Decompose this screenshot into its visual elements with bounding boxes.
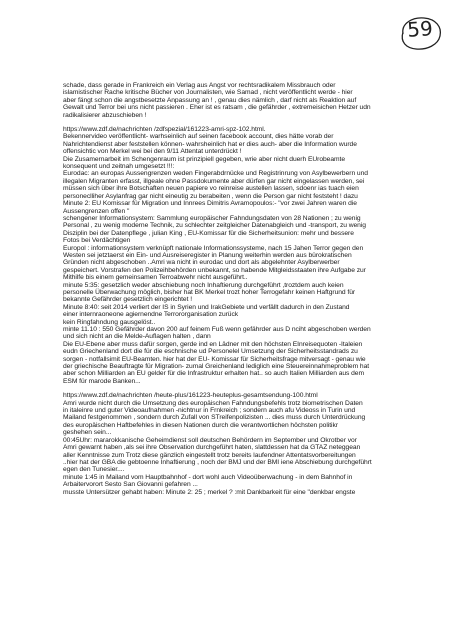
text-line: Eurodac: an europas Aussengrenzen weden Fingerabdrnücke und Registrinrung von Asylbewerbern und bbox=[63, 170, 368, 178]
text-line: Minute 8:40: seit 2014 verliert der IS in Syrien und IrakGebiete und verfällt dadurch in den Zustand bbox=[63, 303, 350, 311]
text-line: Die Zusamernarbeit im Schengenraum ist prinzipiell gegeben, wrie aber nicht duerh EUrobeamte bbox=[63, 155, 345, 163]
text-line: schade, dass gerade in Frankreich ein Verlag aus Angst vor rechtsradikalem Missbrauch oder bbox=[63, 82, 336, 89]
page-number-text: 59 bbox=[406, 16, 434, 42]
text-line: geshehen sein... bbox=[63, 429, 112, 437]
text-line: der griechische Beauftragte für Migration- zumal Greichenland lediglich eine Steuereinnahmeproblem hat bbox=[63, 363, 370, 371]
document-body bbox=[63, 82, 408, 501]
text-line: schengener Informationsystem: Sammlung europäischer Fahndungsdaten von 28 Nationen ; zu wenig bbox=[63, 214, 361, 222]
text-line: ESM für marode Banken... bbox=[63, 377, 141, 385]
text-line: radikalisierer abzuschieben ! bbox=[63, 111, 147, 119]
text-line: Personal , zu wenig moderne Technik, zu schlechter zeitgleicher Datenabgleich und -transport, zu wenig bbox=[63, 222, 366, 230]
text-line: Bekennervideo veröffentlicht- warhseinlich auf seinen facebook account, dies hätte vorab der bbox=[63, 133, 334, 141]
text-line: minte 11.10 : 550 Gefährder davon 200 auf feinem Fuß wenn gefährder aus D nciht abgeschoben werden bbox=[63, 326, 371, 333]
url-line: https://www.zdf.de/nachrichten /heute-plus/161223-heuteplus-gesamtsendung-100.html bbox=[63, 392, 318, 400]
text-line: Disziplin bei der Datenpflege , julian King , EU-Komissar für die Sicherheitsunion: mehr und bessere bbox=[63, 229, 354, 237]
text-line: illegalen Migranten erfasst, illgeale ohne Passdokumente aber dürfen gar nicht eingelassen werden, sei bbox=[63, 177, 365, 185]
text-line: Europol : informationsystem verknüpft nationale Informationssysteme, nach 15 Jahen Terror gegen den bbox=[63, 244, 364, 252]
text-line: ..hier hat der GBA die gebtoenne Inhaftierung , noch der BMJ und der BMI iene Abschiebung durchgeführt bbox=[63, 458, 372, 466]
text-line: eudn Griechenland dort die für die eschnische ud Personelel Umsetzung der Sicherheitsstandrads zu bbox=[63, 348, 358, 356]
text-line: Mailand festgenommen , sondern durch Zufall von STreifenpolizisten ... dies muss durch Unterdrückung bbox=[63, 414, 366, 422]
text-line: islamistischer Rache kritische Bücher von Journalisten, wie Samad , nicht veröffentlicht werde - hier bbox=[63, 89, 353, 97]
paragraph-intro bbox=[63, 82, 408, 119]
text-line: Gründen nicht abgeschoben ..Amri wa nicht in eurodac und dort als abgelehnter Asylberwerber bbox=[63, 259, 340, 267]
text-line: des europäischen Haftbefehles in diesen Nationen durch die verantwortlichen höchsten politikr bbox=[63, 421, 338, 429]
text-line: Aussengrenzen offen " bbox=[63, 207, 130, 215]
text-line: 00:45Uhr: mararokkanische Geheimdienst soll deutschen Behördern im September und Okrotber vor bbox=[63, 436, 357, 444]
text-line: Minute 2: EU Komissar für Migration und Innrees Dimitris Avramopoulos:- "vor zwei Jahren waren die bbox=[63, 200, 357, 208]
url-line: https://www.zdf.de/nachrichten /zdfspezial/161223-amri-spz-102.html. bbox=[63, 126, 266, 134]
text-line: kein Ringfahndung gausgelöst.. bbox=[63, 318, 156, 326]
text-line: konsequent und zeitnah umgesetzt !!!: bbox=[63, 163, 175, 171]
text-line: aber fängt schon die angstbesetzte Anpassung an ! , genau dies nämlich , darf nicht als Reaktion auf bbox=[63, 96, 357, 104]
paragraph-zdf-spezial bbox=[63, 126, 408, 385]
text-line: sorgen - notfallsimit EU-Beamten. hier hat der EU- Komissar für Sicherheitsfrage mitversagt - genau wie bbox=[63, 355, 366, 363]
text-line: Amri gewarnt haben ,als sei ihre Observation durchgeführt haten, slattdessen hat da GTAZ neteggean bbox=[63, 444, 361, 452]
text-line: personelle Überwachung möglich, bisher hat BK Merkel trozt hoher Terrogefahr keinen Haftgrund für bbox=[63, 288, 356, 296]
text-line: Mithilfe bis einem gemeinsamen Terroabwehr nicht ausgeführt.. bbox=[63, 274, 248, 282]
text-line: offensichtic von Merkel wei bei den 9/11 Attentat unterdrückt ! bbox=[63, 148, 242, 156]
text-line: müssen sich über ihre Botschaften neuen papiere vo reinreise austellen lassen, sdoenr ias tuach eien bbox=[63, 185, 359, 193]
handwritten-page-number bbox=[395, 14, 445, 52]
text-line: gespeichert. Vorstrafen den Polizeihbehörden unbekannt, so habende Mitgleidsstaaten ihre Aufgabe zur bbox=[63, 266, 366, 274]
text-line: Amri wurde nicht durch die Umsetzung des europäischen Fahndungsbefehls trotz biometrischen Daten bbox=[63, 399, 363, 407]
text-line: aller Kenntnisse zum Trotz diese gänzlich eingestellt trotz bereits laufendner Attentatsvorbereitungen bbox=[63, 451, 356, 459]
text-line: personeclliher Asylanfrag gar nicht eineutig zu berabeiten , wenn die Person gar nicht feststeht ! dazu bbox=[63, 192, 358, 200]
text-line: Fotos bei Verdächtigen bbox=[63, 237, 131, 245]
text-line: Arbaitervorort Sesto San Giovanni gefahren ... bbox=[63, 481, 198, 489]
text-line: Gewalt und Terror bei uns nicht passieren . Eher ist es ratsam , die gefährder , extremeisichen Hetzer udn bbox=[63, 104, 371, 112]
text-line: einer internraoneone agiernendne Terrororganisation zurück bbox=[63, 311, 239, 319]
text-line: in italeinre und guter Videoaufnahmen -nichtnur in Frnkreich ; sondern auch afu Videoss in Turin und bbox=[63, 407, 356, 415]
text-line: egen den Tunesier.... bbox=[63, 466, 125, 474]
text-line: Nahrichtendienst aber feststellen können- wahrsheinlich hat er dies auch- aber die Information wurde bbox=[63, 140, 357, 148]
text-line: Die EU-Ebene aber muss dafür sorgen, gerde ind en Lädner mit den höchsten EInreisequoten -Italeien bbox=[63, 340, 363, 348]
text-line: musste Untersützer gehabt haben: Minute 2: 25 ; merkel ? :mit Dankbarkeit für eine "denkbar engste bbox=[63, 488, 356, 496]
text-line: minute 1:45 in Mailand vom Hauptbahnhof - dort wohl auch Videoüberwachung - in dem Bahnhof in bbox=[63, 473, 353, 481]
text-line: Westen sei jetztaerst ein Ein- und Ausreiseregister in Planung weiterhin werden aus bürokratischen bbox=[63, 251, 352, 259]
text-line: bekannte Gefährder gesetzlich eingerichtet ! bbox=[63, 296, 193, 304]
text-line: aber schon Milliarden an EU gelder für die Infrastruktur erhalten hat.. so auch Italien Milliarden aus dem bbox=[63, 370, 365, 378]
text-line: minute 5:35: gesetzlich weder abschiebung noch Inhaftierung durchgeführt ,troztdem auch keien bbox=[63, 281, 344, 289]
paragraph-heuteplus bbox=[63, 392, 408, 496]
text-line: und sich nicht an die Melde-Auflagen halten , dann bbox=[63, 333, 211, 341]
